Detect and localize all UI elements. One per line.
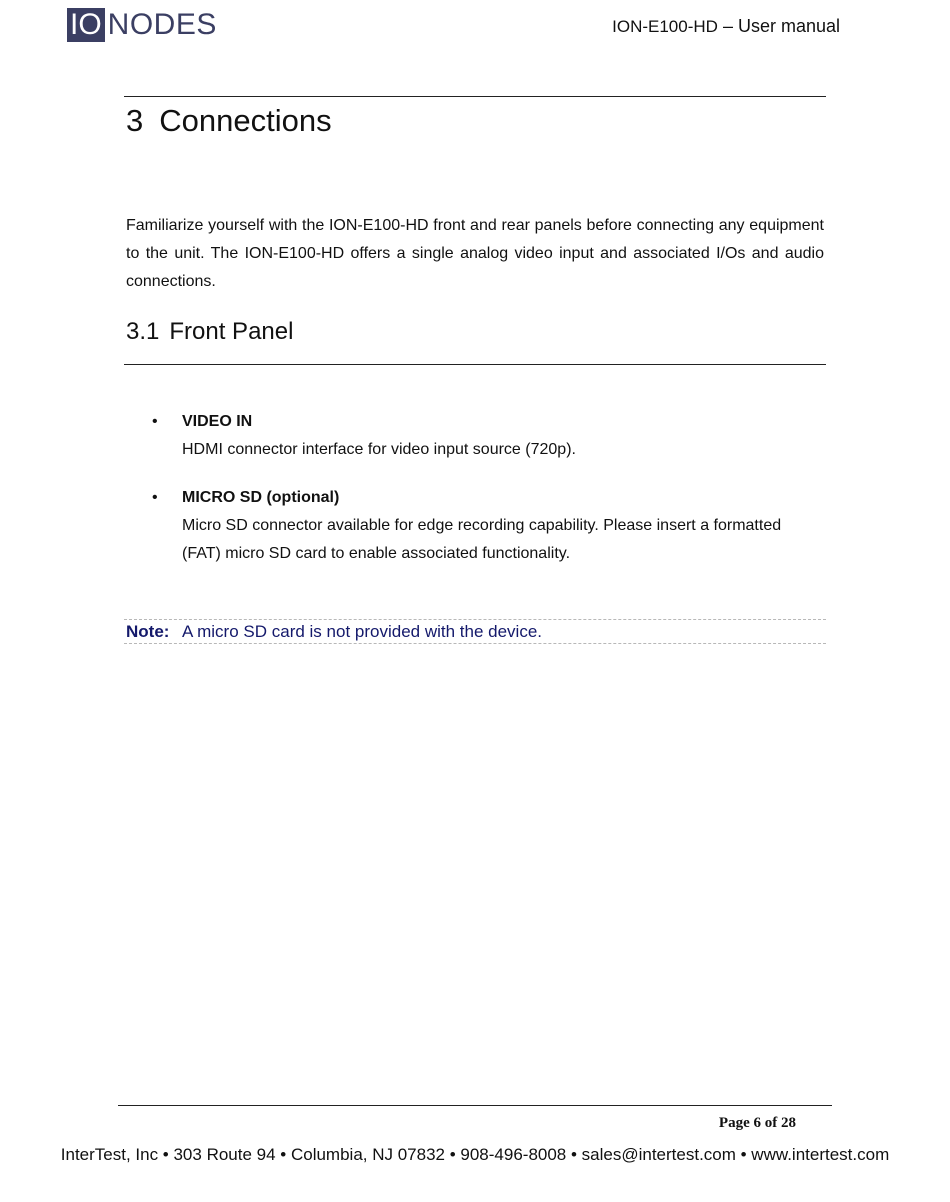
list-item [152, 408, 832, 464]
bullet-micro-sd [152, 484, 832, 568]
header-dash: – [717, 16, 738, 36]
bullet-marker: • [152, 413, 158, 430]
note-box [124, 619, 826, 644]
subsection-number: 3.1 [126, 318, 160, 345]
page-number: Page 6 of 28 [718, 1115, 796, 1131]
bullet-text: HDMI connector interface for video input source (720p). [182, 441, 576, 458]
subsection-heading [126, 318, 293, 346]
logo-box-text: IO [67, 8, 105, 42]
bullet-text: Micro SD connector available for edge recording capability. Please insert a formatted (FAT) micro SD card to enable associated functionality. [182, 517, 782, 562]
company-footer: InterTest, Inc • 303 Route 94 • Columbia, NJ 07832 • 908-496-8008 • sales@intertest.com • www.intertest.com [60, 1145, 890, 1164]
section-number: 3 [126, 103, 144, 138]
doc-title: ION-E100-HD [612, 17, 718, 36]
bullet-marker: • [152, 489, 158, 506]
section-heading [126, 103, 332, 139]
section-title: Connections [159, 103, 332, 138]
note-content [126, 622, 542, 642]
section-top-rule [124, 96, 826, 97]
note-bottom-line [124, 643, 826, 644]
logo-rest-text: NODES [107, 8, 217, 41]
intro-paragraph: Familiarize yourself with the ION-E100-HD front and rear panels before connecting any equipment to the unit. The ION-E100-HD offers a single analog video input and associated I/Os and audio connections. [126, 217, 824, 290]
subsection-title: Front Panel [169, 318, 294, 345]
doc-subtitle: User manual [737, 16, 840, 36]
bullet-title: MICRO SD (optional) [182, 489, 340, 506]
bullet-video-in [152, 408, 832, 464]
note-text: A micro SD card is not provided with the device. [182, 622, 542, 641]
note-label: Note: [126, 622, 170, 641]
subsection-rule [124, 364, 826, 365]
note-top-line [124, 619, 826, 620]
document-header [612, 16, 840, 37]
list-item [152, 484, 832, 568]
footer-rule [118, 1105, 832, 1106]
bullet-title: VIDEO IN [182, 413, 253, 430]
company-logo [67, 8, 217, 42]
